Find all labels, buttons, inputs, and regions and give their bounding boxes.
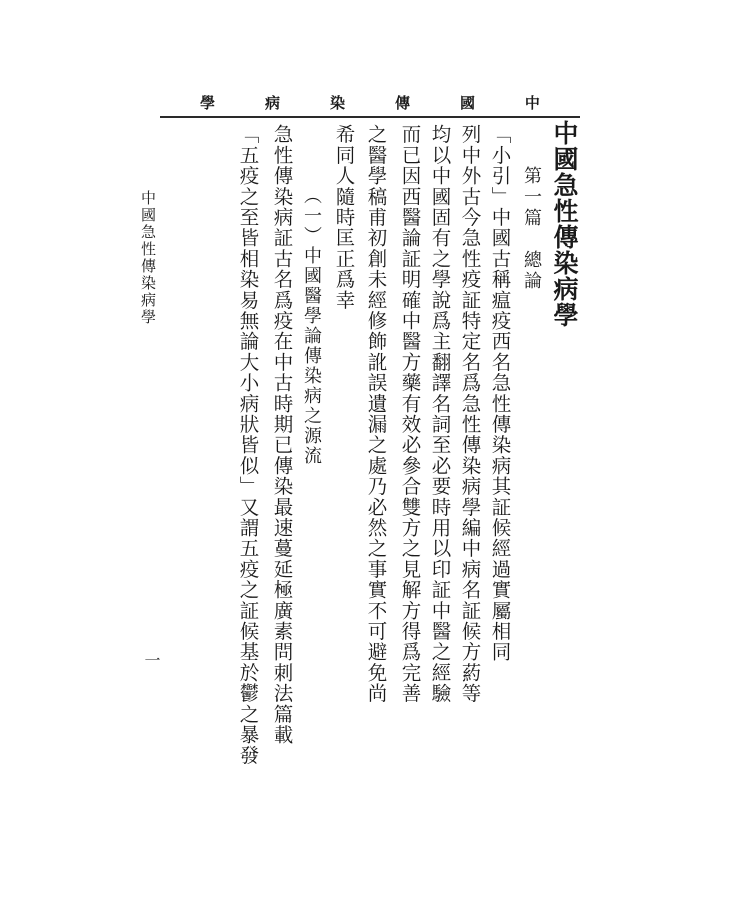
running-header-char: 中 (524, 94, 540, 112)
running-header-char: 國 (459, 94, 475, 112)
book-title: 中國急性傳染病學 (550, 120, 579, 328)
running-header (200, 92, 540, 113)
section-heading: （一）中國醫學論傳染病之源流 (301, 186, 322, 466)
text-column: 急性傳染病証古名爲疫在中古時期已傳染最速蔓延極廣素問刺法篇載 (270, 124, 294, 745)
text-column: 列中外古今急性疫証特定名爲急性傳染病學編中病名証候方葯等 (458, 124, 482, 704)
text-column: 「小引」中國古稱瘟疫西名急性傳染病其証候經過實屬相同 (488, 124, 512, 663)
text-column: 「五疫之至皆相染易無論大小病狀皆似」又謂五疫之証候基於鬱之暴發 (236, 124, 260, 766)
running-header-char: 學 (200, 94, 216, 112)
chapter-heading: 第一篇 總論 (521, 166, 542, 292)
running-header-char: 傳 (394, 94, 410, 112)
text-column: 之醫學稿甫初創未經修飾訛誤遺漏之處乃必然之事實不可避免尚 (364, 124, 388, 704)
page-number: 一 (142, 652, 161, 668)
running-header-char: 病 (264, 94, 280, 112)
running-header-char: 染 (329, 94, 345, 112)
text-column: 希同人隨時匡正爲幸 (332, 124, 356, 311)
text-column: 均以中國固有之學說爲主翻譯名詞至必要時用以印証中醫之經驗 (428, 124, 452, 704)
side-title: 中國急性傳染病學 (139, 190, 157, 326)
header-rule (160, 116, 580, 118)
text-column: 而已因西醫論証明確中醫方藥有效必參合雙方之見解方得爲完善 (398, 124, 422, 704)
